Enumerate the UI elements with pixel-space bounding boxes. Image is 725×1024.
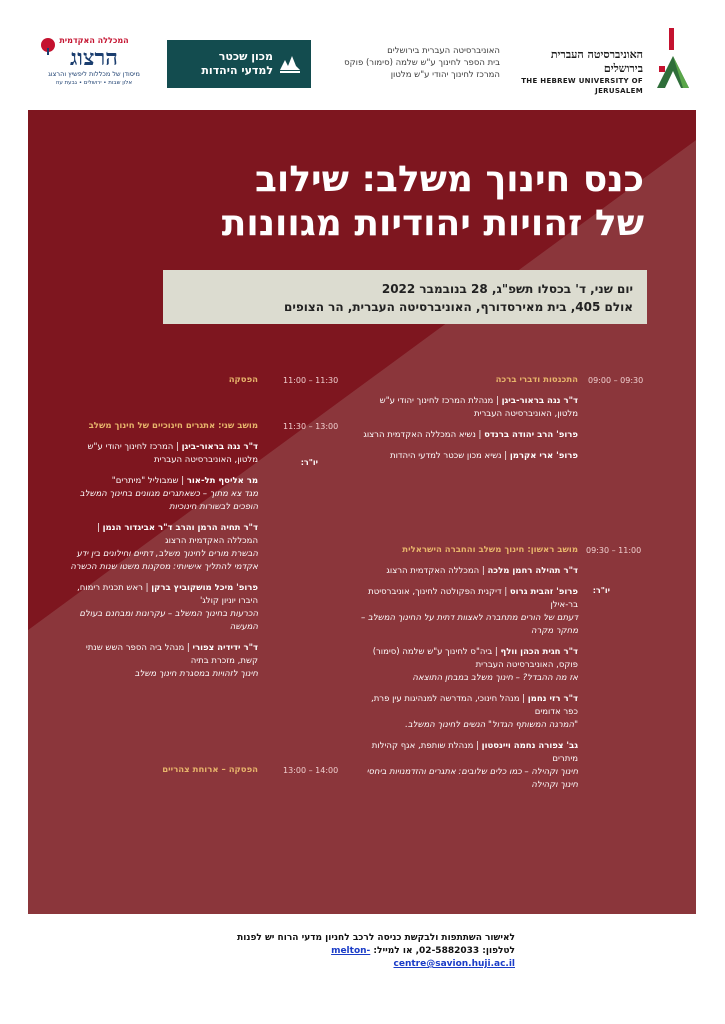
session-title: התכנסות ודברי ברכה bbox=[495, 375, 578, 385]
shechter-mark-icon bbox=[277, 50, 303, 76]
footer-contact bbox=[215, 945, 515, 971]
session-title: מושב ראשון: חינוך משלב והחברה הישראלית bbox=[402, 545, 578, 555]
speaker-affiliation: | המכללה האקדמית הרצוג bbox=[386, 566, 488, 576]
speaker-name: מר אליסף תל-אור bbox=[186, 476, 258, 486]
break-title: הפסקה – ארוחת צהריים bbox=[162, 765, 258, 775]
speaker-affiliation: | מנהלת המרכז לחינוך יהודי ע"ש מלטון, האוניברסיטה העברית bbox=[379, 396, 578, 419]
speaker-affiliation: | שמבוליל "מיתרים" bbox=[111, 476, 187, 486]
speaker bbox=[68, 475, 258, 514]
email-link[interactable]: melton-centre@savion.huji.ac.il bbox=[331, 946, 515, 969]
title-line: כנס חינוך משלב: שילוב bbox=[254, 159, 644, 200]
shechter-line: מכון שכטר bbox=[218, 50, 273, 63]
speaker-name: ד"ר ידידיה צפורי bbox=[192, 643, 258, 653]
herzog-top-line: המכללה האקדמית bbox=[59, 36, 129, 45]
talk-title: מגד צא מתוך – כשאתגרים מגוונים בחינוך המשלב הופכים לבשורות חינוכיות bbox=[79, 489, 258, 512]
event-location: אולם 405, בית מאירסדורף, האוניברסיטה העברית, הר הצופים bbox=[284, 300, 633, 314]
herzog-name: הרצוג bbox=[70, 45, 118, 71]
footer-line: לאישור השתתפות ולבקשת כניסה לרכב לחניון מדעי הרוח יש לפנות bbox=[237, 933, 515, 943]
header bbox=[0, 0, 725, 108]
break-time: 11:00 – 11:30 bbox=[283, 376, 339, 385]
break-time: 13:00 – 14:00 bbox=[283, 766, 339, 775]
speaker-affiliation: | מנהלת שותפת, אגף קהילות מיתרים bbox=[371, 741, 578, 764]
speaker bbox=[358, 586, 578, 638]
title-line: של זהויות יהודיות מגוונות bbox=[221, 203, 644, 244]
speaker-name: גב' צפורה נחמה ויינסטון bbox=[481, 741, 578, 751]
speaker bbox=[68, 642, 258, 681]
huji-name-english: THE HEBREW UNIVERSITY OF JERUSALEM bbox=[521, 77, 643, 95]
huji-name-hebrew: האוניברסיטה העברית בירושלים bbox=[550, 48, 643, 75]
speaker-affiliation: | ביה"ס לחינוך ע"ש שלמה (סימור) פוקס, האוניברסיטה העברית bbox=[372, 647, 578, 670]
speaker-name: ד"ר חגית הכהן וולף bbox=[500, 647, 578, 657]
speaker-affiliation: | ראש תכנית רימוח, היברו יוניון קולג' bbox=[77, 583, 258, 606]
speaker bbox=[358, 565, 578, 578]
session-one bbox=[358, 544, 578, 800]
speaker bbox=[68, 522, 258, 574]
speaker bbox=[358, 450, 578, 463]
speaker-name: פרופ' ארי אקרמן bbox=[509, 451, 578, 461]
talk-title: חינוך לזהויות במסגרת חינוך משלב bbox=[134, 669, 258, 679]
speaker-name: ד"ר תהילה רחמן מלכה bbox=[487, 566, 578, 576]
speaker-affiliation: | מנהל ביה הספר השש שנתי קשת, מזכרת בתיה bbox=[85, 643, 258, 666]
talk-title: הבשרת מורים לחינוך משלב, דתיים וחילונים בין ידע אקדמי להתליך אישיותי: מסקנות משטו שנות הכשרה bbox=[70, 549, 258, 572]
main-panel bbox=[28, 110, 696, 914]
speaker-affiliation: | מנהל חינוכי, המדרשה למנהיגות עין פרת, כפר אדומים bbox=[371, 694, 578, 717]
herzog-campuses: אלון שבות • ירושלים • גבעת עוז bbox=[55, 80, 133, 86]
speaker-name: ד"ר תחיה הרמן והרב ד"ר אביגדור הנמן bbox=[102, 523, 258, 533]
melton-line: האוניברסיטה העברית בירושלים bbox=[387, 46, 500, 56]
speaker bbox=[358, 740, 578, 792]
talk-title: חינוך וקהילה – כמו כלים שלובים: אתגרים והזדמנויות ביחסי חינוך וקהילה bbox=[366, 767, 578, 790]
footer-phone: לטלפון: 02-5882033, או למייל: bbox=[370, 946, 515, 956]
speaker bbox=[358, 646, 578, 685]
session-two bbox=[68, 420, 258, 689]
speaker-name: פרופ' זהבית גרוס bbox=[509, 587, 578, 597]
event-title bbox=[104, 158, 644, 246]
lunch-break bbox=[98, 764, 258, 777]
herzog-subtitle: מיסודן של מכללות ליפשיץ והרצוג bbox=[48, 70, 140, 78]
session-time: 09:30 – 11:00 bbox=[586, 546, 642, 555]
talk-title: אז מה ההבדל? – חינוך משלב במבחן התוצאה bbox=[412, 673, 578, 683]
speaker bbox=[358, 693, 578, 732]
shechter-line: למדעי היהדות bbox=[201, 64, 273, 77]
speaker-affiliation: | המרכז לחינוך יהודי ע"ש מלטון, האוניברסיטה העברית bbox=[87, 442, 258, 465]
speaker-affiliation: | נשיא המכללה האקדמית הרצוג bbox=[363, 430, 485, 440]
speaker bbox=[358, 429, 578, 442]
tree-icon bbox=[38, 38, 58, 56]
talk-title: דעתם של הורים מתחברה לאצוות דתית על החינוך המשלב – מחקר מקרה bbox=[360, 613, 578, 636]
session-time: 11:30 – 13:00 bbox=[283, 422, 339, 431]
speaker-name: ד"ר רזי נחמן bbox=[527, 694, 578, 704]
speaker bbox=[68, 582, 258, 634]
break-title: הפסקה bbox=[228, 375, 258, 385]
chair-label: יו"ר: bbox=[300, 458, 318, 467]
huji-logo-icon bbox=[653, 26, 693, 92]
speaker-name: פרופ' הרב יהודה ברנדס bbox=[484, 430, 578, 440]
talk-title: "המרגה המשותף הגדול" הנשים לחינוך המשלב. bbox=[405, 720, 578, 730]
speaker-name: ד"ר נגה בראור-ביגן bbox=[501, 396, 578, 406]
melton-line: בית הספר לחינוך ע"ש שלמה (סימור) פוקס bbox=[344, 58, 500, 68]
date-location-box bbox=[163, 270, 647, 324]
opening-session bbox=[358, 374, 578, 471]
speaker-affiliation: | נשיא מכון שכטר למדעי היהדות bbox=[389, 451, 510, 461]
speaker-affiliation: | המכללה האקדמית הרצוג bbox=[97, 523, 258, 546]
talk-title: הכרעות בחינוך המשלב – עקרונות ומבחנם בעולם המעשה bbox=[79, 609, 258, 632]
huji-name bbox=[513, 48, 643, 96]
shechter-name bbox=[177, 50, 273, 78]
speaker-name: פרופ' מיכל מושקוביץ ברקן bbox=[151, 583, 258, 593]
session-title: מושב שני: אתגרים חינוכיים של חינוך משלב bbox=[88, 421, 258, 431]
speaker-name: ד"ר נגה בראור-ביגן bbox=[181, 442, 258, 452]
herzog-logo bbox=[30, 36, 158, 92]
event-date: יום שני, ד' בכסלו תשפ"ג, 28 בנובמבר 2022 bbox=[381, 282, 633, 296]
speaker bbox=[68, 441, 258, 467]
speaker bbox=[358, 395, 578, 421]
melton-line: המרכז לחינוך יהודי ע"ש מלטון bbox=[390, 70, 500, 80]
session-time: 09:00 – 09:30 bbox=[588, 376, 644, 385]
speaker-affiliation: | דיקנית הפקולטה לחינוך, אוניברסיטת בר-אילן bbox=[368, 587, 578, 610]
melton-logo-text bbox=[335, 45, 500, 81]
break bbox=[158, 374, 258, 387]
footer bbox=[215, 932, 515, 971]
shechter-logo bbox=[167, 40, 311, 88]
chair-label: יו"ר: bbox=[592, 586, 610, 595]
